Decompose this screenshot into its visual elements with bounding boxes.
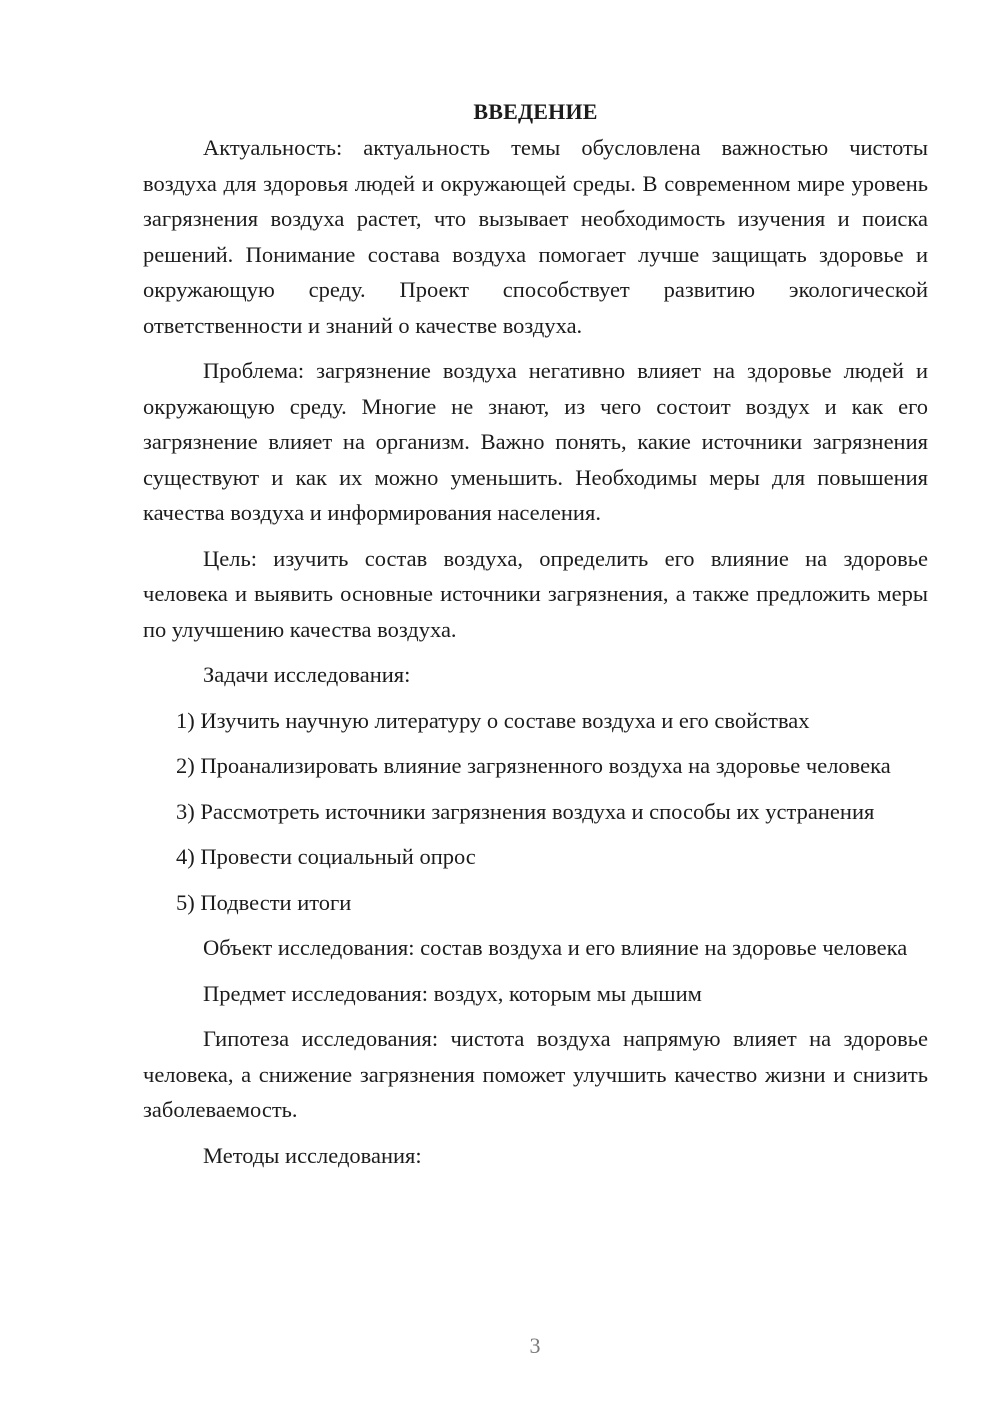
- task-item-5: 5) Подвести итоги: [176, 889, 352, 915]
- paragraph-relevance: Актуальность: актуальность темы обусловлена важностью чистоты воздуха для здоровья людей и окружающей среды. В современном мире уровень загрязнения воздуха растет, что вызывает необходимость изучения и поиска решений. Понимание состава воздуха помогает лучше защищать здоровье и окружающую среду. Проект способствует развитию экологической ответственности и знаний о качестве воздуха.: [143, 135, 928, 338]
- paragraph-goal: Цель: изучить состав воздуха, определить его влияние на здоровье человека и выявить основные источники загрязнения, а также предложить меры по улучшению качества воздуха.: [143, 545, 928, 642]
- paragraph-problem: Проблема: загрязнение воздуха негативно влияет на здоровье людей и окружающую среду. Многие не знают, из чего состоит воздух и как его загрязнение влияет на организм. Важно понять, какие источники загрязнения существуют и как их можно уменьшить. Необходимы меры для повышения качества воздуха и информирования населения.: [143, 358, 928, 525]
- paragraph-methods: Методы исследования:: [203, 1142, 422, 1168]
- page-number: 3: [529, 1333, 541, 1358]
- paragraph-subject: Предмет исследования: воздух, которым мы дышим: [203, 980, 702, 1006]
- section-title: ВВЕДЕНИЕ: [473, 99, 598, 124]
- paragraph-hypothesis: Гипотеза исследования: чистота воздуха напрямую влияет на здоровье человека, а снижение загрязнения поможет улучшить качество жизни и снизить заболеваемость.: [143, 1026, 928, 1122]
- page-content: [143, 94, 928, 1173]
- task-item-1: 1) Изучить научную литературу о составе воздуха и его свойствах: [176, 707, 810, 733]
- tasks-heading: Задачи исследования:: [203, 662, 411, 687]
- task-item-2: 2) Проанализировать влияние загрязненного воздуха на здоровье человека: [176, 753, 891, 778]
- task-item-3: 3) Рассмотреть источники загрязнения воздуха и способы их устранения: [176, 798, 875, 824]
- paragraph-object: Объект исследования: состав воздуха и его влияние на здоровье человека: [203, 935, 908, 960]
- task-item-4: 4) Провести социальный опрос: [176, 844, 476, 869]
